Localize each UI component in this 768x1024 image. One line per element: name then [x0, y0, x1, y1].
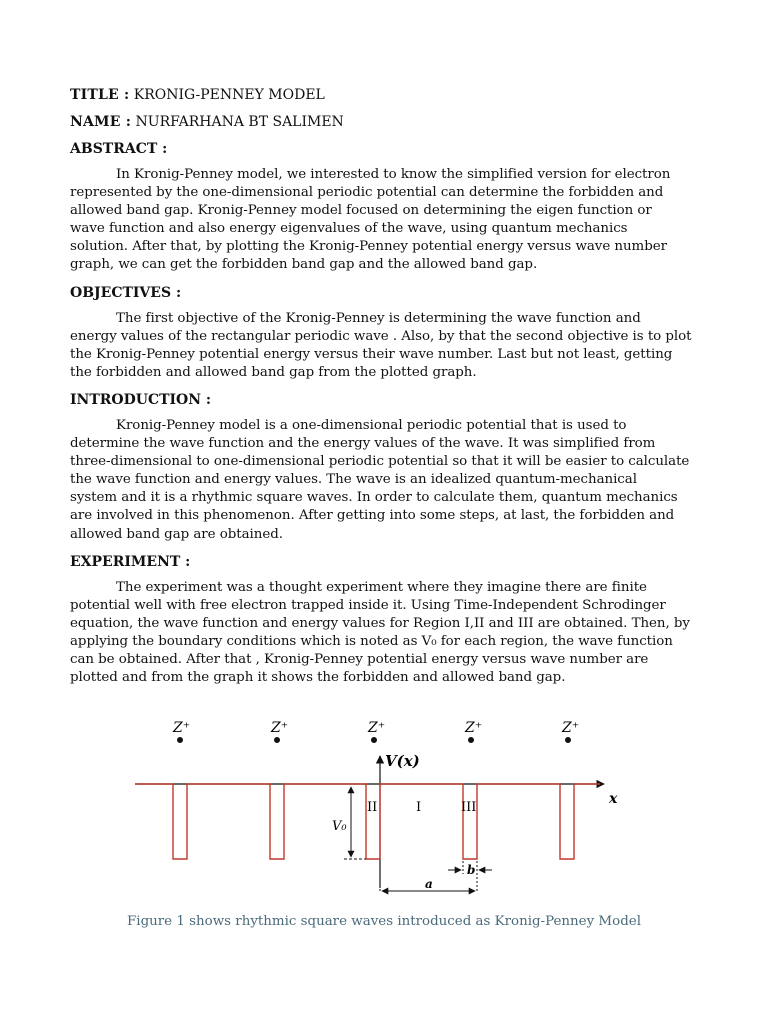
introduction-line: allowed band gap are obtained.	[70, 526, 283, 542]
kronig-penney-diagram	[130, 708, 630, 908]
introduction-line: Kronig-Penney model is a one-dimensional periodic potential that is used to	[116, 417, 627, 433]
introduction-heading: INTRODUCTION :	[70, 391, 212, 408]
name-label: NAME :	[70, 114, 132, 130]
ion-label: Z⁺	[368, 720, 386, 736]
ion-label: Z⁺	[465, 720, 483, 736]
ion-row	[172, 720, 579, 743]
ion-1	[172, 720, 190, 743]
objectives-line: The first objective of the Kronig-Penney is determining the wave function and	[116, 310, 641, 326]
experiment-line: plotted and from the graph it shows the forbidden and allowed band gap.	[70, 670, 566, 686]
ion-label: Z⁺	[173, 720, 191, 736]
ion-dot	[468, 737, 474, 743]
objectives-line: the forbidden and allowed band gap from the plotted graph.	[70, 364, 477, 380]
x-axis-label: x	[609, 791, 618, 807]
experiment-line: can be obtained. After that , Kronig-Penney potential energy versus wave number are	[70, 651, 649, 667]
introduction-paragraph	[70, 417, 700, 544]
name-line	[70, 113, 700, 131]
region-label-i: I	[416, 800, 422, 815]
experiment-line: equation, the wave function and energy values for Region I,II and III are obtained. Then, by	[70, 615, 690, 631]
experiment-line: applying the boundary conditions which is noted as V₀ for each region, the wave function	[70, 633, 673, 649]
title-line	[70, 86, 700, 104]
experiment-paragraph	[70, 579, 700, 688]
objectives-line: the Kronig-Penney potential energy versus their wave number. Last but not least, getting	[70, 346, 673, 362]
v0-label: V₀	[332, 819, 347, 834]
abstract-line: wave function and also energy eigenvalues of the wave, using quantum mechanics	[70, 221, 628, 237]
experiment-line: potential well with free electron trapped inside it. Using Time-Independent Schrodinger	[70, 597, 666, 613]
introduction-line: system and it is a rhythmic square waves. In order to calculate them, quantum mechanics	[70, 490, 678, 506]
ion-dot	[274, 737, 280, 743]
ion-5	[561, 720, 579, 743]
abstract-line: In Kronig-Penney model, we interested to know the simplified version for electron	[116, 167, 671, 182]
region-label-ii: II	[367, 800, 378, 815]
ion-3	[367, 720, 385, 743]
abstract-line: solution. After that, by plotting the Kronig-Penney potential energy versus wave number	[70, 239, 667, 255]
y-axis-label: V(x)	[385, 752, 420, 770]
experiment-heading: EXPERIMENT :	[70, 553, 191, 570]
abstract-line: represented by the one-dimensional periodic potential can determine the forbidden and	[70, 185, 664, 201]
introduction-line: the wave function and energy values. The wave is an idealized quantum-mechanical	[70, 472, 637, 488]
abstract-line: graph, we can get the forbidden band gap and the allowed band gap.	[70, 257, 538, 273]
objectives-heading: OBJECTIVES :	[70, 284, 182, 301]
title-label: TITLE :	[70, 87, 130, 103]
ion-label: Z⁺	[271, 720, 289, 736]
figure-caption: Figure 1 shows rhythmic square waves introduced as Kronig-Penney Model	[127, 914, 641, 929]
abstract-paragraph	[70, 166, 700, 275]
document-body	[70, 86, 700, 696]
abstract-heading: ABSTRACT :	[70, 141, 168, 157]
abstract-line: allowed band gap. Kronig-Penney model focused on determining the eigen function or	[70, 203, 652, 219]
introduction-line: determine the wave function and the energy values of the wave. It was simplified from	[70, 436, 656, 452]
potential-curve	[135, 784, 600, 859]
region-label-iii: III	[461, 800, 477, 815]
name-value: NURFARHANA BT SALIMEN	[135, 114, 344, 130]
ion-dot	[177, 737, 183, 743]
a-label: a	[425, 877, 433, 891]
ion-dot	[371, 737, 377, 743]
ion-4	[464, 720, 482, 743]
experiment-line: The experiment was a thought experiment where they imagine there are finite	[116, 579, 647, 595]
ion-dot	[565, 737, 571, 743]
b-label: b	[467, 863, 476, 877]
objectives-paragraph	[70, 310, 700, 382]
title-value: KRONIG-PENNEY MODEL	[133, 87, 325, 103]
ion-label: Z⁺	[562, 720, 580, 736]
ion-2	[270, 720, 288, 743]
introduction-line: are involved in this phenomenon. After getting into some steps, at last, the forbidden and	[70, 508, 675, 524]
objectives-line: energy values of the rectangular periodic wave . Also, by that the second objective is to plot	[70, 328, 692, 344]
introduction-line: three-dimensional to one-dimensional periodic potential so that it will be easier to calculate	[70, 454, 690, 470]
